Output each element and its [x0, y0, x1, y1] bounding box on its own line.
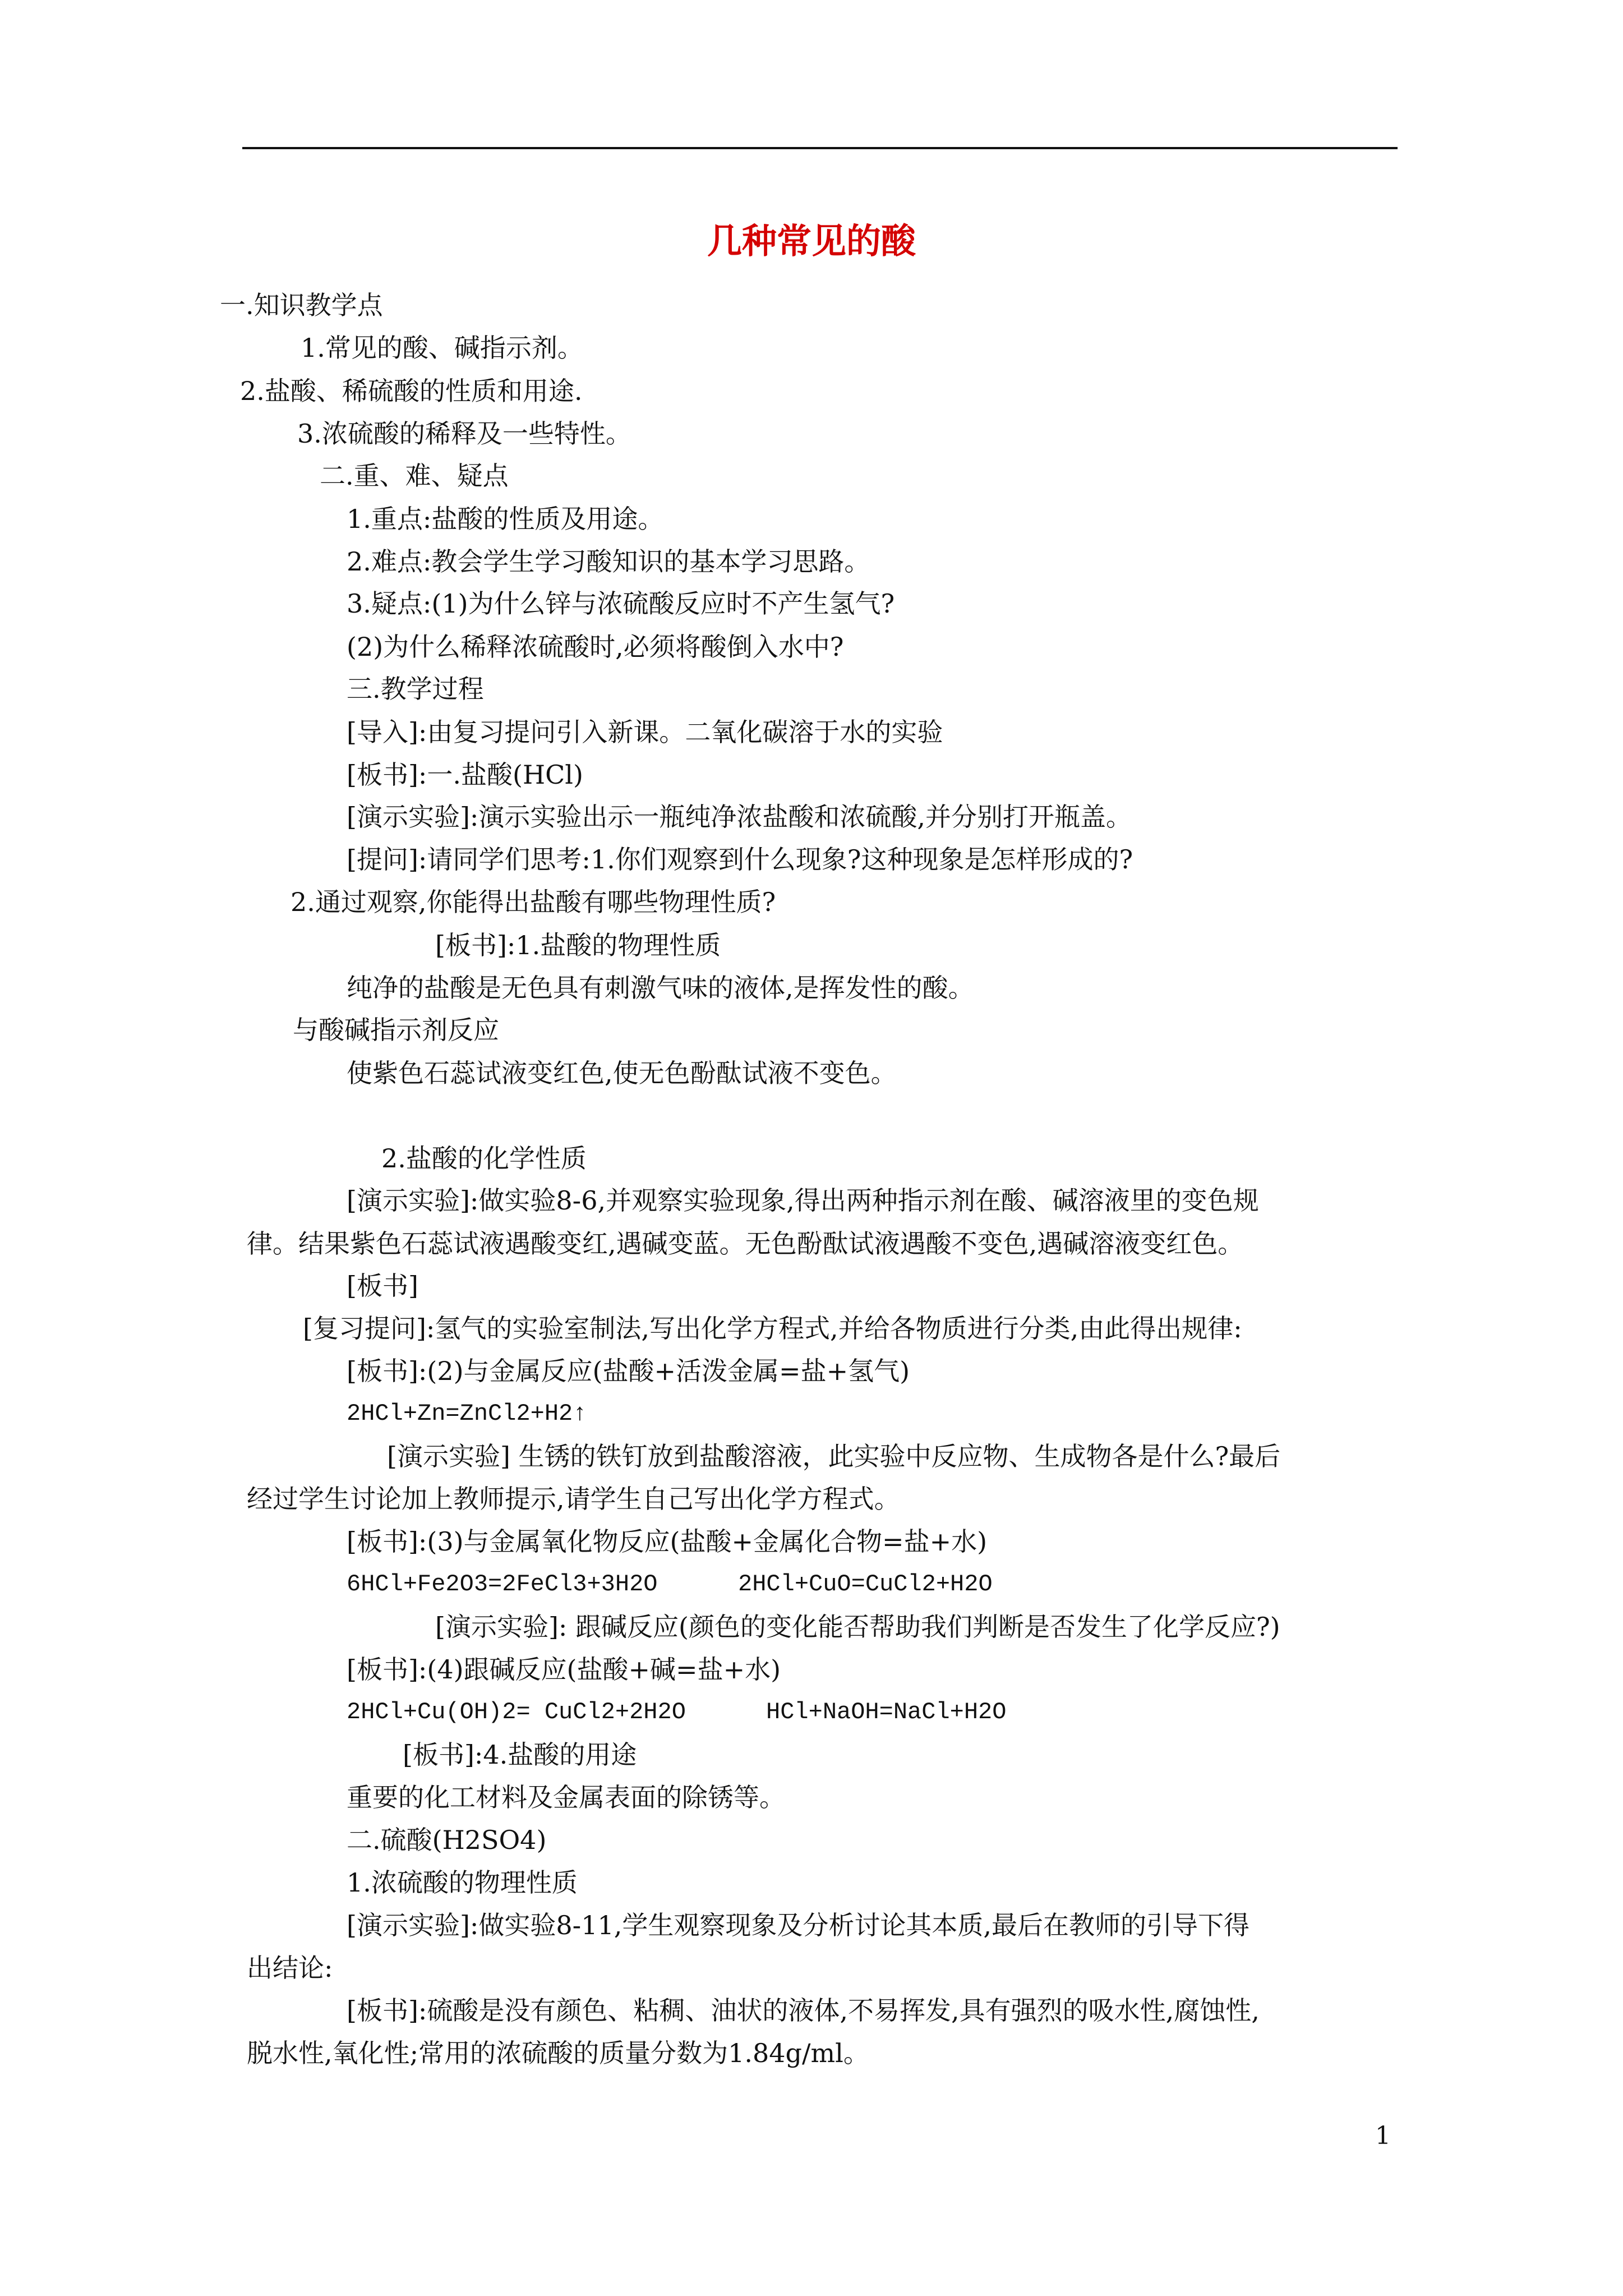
- text-line: 经过学生讨论加上教师提示,请学生自己写出化学方程式。: [247, 1484, 900, 1514]
- text-line: 重要的化工材料及金属表面的除锈等。: [347, 1782, 785, 1812]
- equation: 2HCl+Zn=ZnCl2+H2↑: [347, 1400, 587, 1427]
- text-line: [演示实验]:演示实验出示一瓶纯净浓盐酸和浓硫酸,并分别打开瓶盖。: [347, 802, 1132, 832]
- text-line: [板书]:(3)与金属氧化物反应(盐酸+金属化合物=盐+水): [347, 1526, 988, 1557]
- text-line: (2)为什么稀释浓硫酸时,必须将酸倒入水中?: [347, 632, 844, 662]
- text-line: 律。结果紫色石蕊试液遇酸变红,遇碱变蓝。无色酚酞试液遇酸不变色,遇碱溶液变红色。: [247, 1228, 1244, 1259]
- header-rule: [242, 147, 1398, 149]
- text-line: [板书]:1.盐酸的物理性质: [435, 930, 721, 960]
- text-line: [演示实验] 生锈的铁钉放到盐酸溶液，此实验中反应物、生成物各是什么?最后: [387, 1441, 1281, 1471]
- text-line: [板书]: [347, 1271, 418, 1301]
- equation: HCl+NaOH=NaCl+H2O: [766, 1699, 1007, 1726]
- text-line: [板书]:一.盐酸(HCl): [347, 760, 583, 790]
- text-line: [板书]:4.盐酸的用途: [403, 1740, 637, 1770]
- text-line: [板书]:(4)跟碱反应(盐酸+碱=盐+水): [347, 1654, 781, 1685]
- text-line: 2.通过观察,你能得出盐酸有哪些物理性质?: [291, 887, 776, 917]
- text-line: 二.重、难、疑点: [320, 461, 509, 491]
- text-line: [复习提问]:氢气的实验室制法,写出化学方程式,并给各物质进行分类,由此得出规律:: [303, 1313, 1242, 1343]
- text-line: 2.盐酸的化学性质: [381, 1143, 587, 1174]
- page-number: 1: [1375, 2122, 1391, 2150]
- text-line: 三.教学过程: [347, 674, 484, 704]
- text-line: [演示实验]:做实验8-11,学生观察现象及分析讨论其本质,最后在教师的引导下得: [347, 1910, 1249, 1940]
- text-line: 出结论:: [247, 1953, 333, 1983]
- text-line: [提问]:请同学们思考:1.你们观察到什么现象?这种现象是怎样形成的?: [347, 844, 1133, 875]
- text-line: 1.浓硫酸的物理性质: [347, 1867, 578, 1898]
- text-line: [演示实验]: 跟碱反应(颜色的变化能否帮助我们判断是否发生了化学反应?): [435, 1612, 1280, 1642]
- equation: 2HCl+CuO=CuCl2+H2O: [738, 1571, 993, 1598]
- text-line: 纯净的盐酸是无色具有刺激气味的液体,是挥发性的酸。: [347, 973, 974, 1003]
- text-line: [板书]:(2)与金属反应(盐酸+活泼金属=盐+氢气): [347, 1356, 910, 1386]
- text-line: 脱水性,氧化性;常用的浓硫酸的质量分数为1.84g/ml。: [247, 2038, 869, 2068]
- text-line: 二.硫酸(H2SO4): [347, 1825, 547, 1855]
- text-line: 1.常见的酸、碱指示剂。: [301, 333, 583, 363]
- page-title: 几种常见的酸: [707, 220, 916, 261]
- text-line: 2.难点:教会学生学习酸知识的基本学习思路。: [347, 546, 870, 577]
- text-line: 使紫色石蕊试液变红色,使无色酚酞试液不变色。: [347, 1058, 897, 1088]
- text-line: 3.疑点:(1)为什么锌与浓硫酸反应时不产生氢气?: [347, 588, 895, 619]
- text-line: 与酸碱指示剂反应: [293, 1015, 499, 1045]
- text-line: [板书]:硫酸是没有颜色、粘稠、油状的液体,不易挥发,具有强烈的吸水性,腐蚀性,: [347, 1995, 1260, 2026]
- text-line: 3.浓硫酸的稀释及一些特性。: [297, 418, 631, 449]
- equation: 2HCl+Cu(OH)2= CuCl2+2H2O: [347, 1699, 686, 1726]
- text-line: 2.盐酸、稀硫酸的性质和用途.: [240, 376, 583, 406]
- text-line: [导入]:由复习提问引入新课。二氧化碳溶于水的实验: [347, 717, 943, 747]
- text-line: [演示实验]:做实验8-6,并观察实验现象,得出两种指示剂在酸、碱溶液里的变色规: [347, 1185, 1259, 1216]
- text-line: 一.知识教学点: [220, 290, 383, 320]
- equation: 6HCl+Fe2O3=2FeCl3+3H2O: [347, 1571, 658, 1598]
- text-line: 1.重点:盐酸的性质及用途。: [347, 504, 664, 534]
